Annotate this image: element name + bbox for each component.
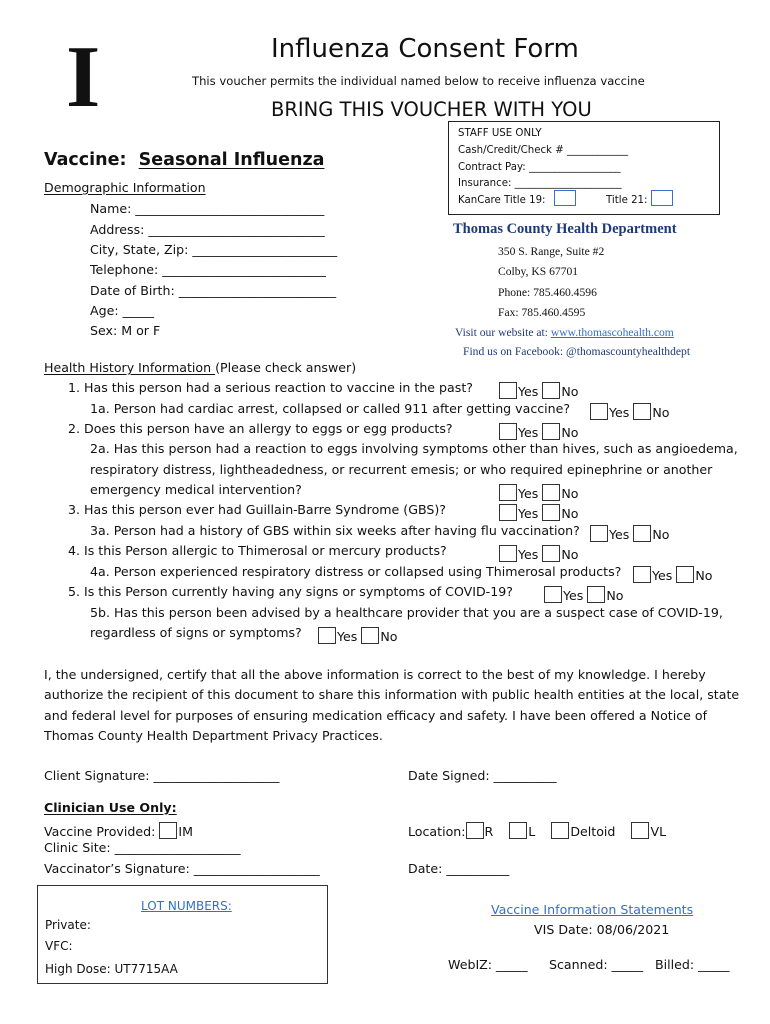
q5b-answers: [318, 627, 398, 644]
question-4: 4. Is this Person allergic to Thimerosal or mercury products?: [68, 543, 447, 558]
question-2a-line1: 2a. Has this person had a reaction to eggs involving symptoms other than hives, such as angioedema,: [90, 441, 738, 456]
location-r-label: R: [484, 824, 494, 839]
webiz-field[interactable]: WebIZ: _____: [448, 957, 528, 972]
q3-no-checkbox[interactable]: [542, 504, 560, 521]
page-subtitle: This voucher permits the individual named below to receive influenza vaccine: [192, 74, 645, 88]
location-label: Location:: [408, 824, 466, 839]
lot-high-dose[interactable]: High Dose: UT7715AA: [45, 962, 178, 976]
website-link[interactable]: www.thomascohealth.com: [550, 326, 674, 339]
dob-field[interactable]: Date of Birth: _________________________: [90, 283, 337, 298]
q3a-no-checkbox[interactable]: [633, 525, 651, 542]
bring-voucher-notice: BRING THIS VOUCHER WITH YOU: [271, 98, 592, 121]
q2-yes-checkbox[interactable]: [499, 423, 517, 440]
im-label: IM: [178, 824, 193, 839]
staff-use-box: [448, 121, 720, 215]
question-5: 5. Is this Person currently having any signs or symptoms of COVID-19?: [68, 584, 513, 599]
date-signed-field[interactable]: Date Signed: __________: [408, 768, 557, 783]
no-label: No: [380, 629, 398, 644]
location-l-checkbox[interactable]: [509, 822, 527, 839]
clinician-heading: Clinician Use Only:: [44, 800, 177, 815]
vaccine-provided-label: Vaccine Provided:: [44, 824, 156, 839]
sex-field[interactable]: Sex: M or F: [90, 323, 161, 338]
q4-no-checkbox[interactable]: [542, 545, 560, 562]
staff-cash-field[interactable]: Cash/Credit/Check # ____________: [458, 145, 629, 156]
certify-line4: Thomas County Health Department Privacy Practices.: [44, 728, 383, 743]
q3-yes-checkbox[interactable]: [499, 504, 517, 521]
yes-label: Yes: [518, 425, 539, 440]
no-label: No: [561, 547, 579, 562]
staff-heading: STAFF USE ONLY: [458, 128, 542, 139]
scanned-field[interactable]: Scanned: _____: [549, 957, 644, 972]
q4-answers: [499, 545, 579, 562]
demographic-heading: Demographic Information: [44, 180, 206, 195]
yes-label: Yes: [518, 547, 539, 562]
question-4a: 4a. Person experienced respiratory distress or collapsed using Thimerosal products?: [90, 564, 622, 579]
q4a-answers: [633, 566, 713, 583]
billed-field[interactable]: Billed: _____: [655, 957, 730, 972]
question-2a-line2: respiratory distress, lightheadedness, or recurrent emesis; or who required epinephrine or another: [90, 462, 713, 477]
yes-label: Yes: [337, 629, 358, 644]
location-vl-checkbox[interactable]: [631, 822, 649, 839]
question-3a: 3a. Person had a history of GBS within six weeks after having flu vaccination?: [90, 523, 580, 538]
logo-letter: I: [66, 29, 101, 126]
location-l-label: L: [528, 824, 536, 839]
no-label: No: [695, 568, 713, 583]
question-2a-line3: emergency medical intervention?: [90, 482, 302, 497]
q1-answers: [499, 382, 579, 399]
department-phone: Phone: 785.460.4596: [498, 286, 597, 299]
name-field[interactable]: Name: ______________________________: [90, 201, 325, 216]
q5b-yes-checkbox[interactable]: [318, 627, 336, 644]
vaccine-provided-line: [44, 822, 193, 839]
location-deltoid-label: Deltoid: [570, 824, 616, 839]
no-label: No: [561, 384, 579, 399]
telephone-field[interactable]: Telephone: __________________________: [90, 262, 326, 277]
lot-private[interactable]: Private:: [45, 918, 91, 932]
q2a-answers: [499, 484, 579, 501]
q2a-no-checkbox[interactable]: [542, 484, 560, 501]
question-1: 1. Has this person had a serious reaction to vaccine in the past?: [68, 380, 473, 395]
question-2: 2. Does this person have an allergy to eggs or egg products?: [68, 421, 453, 436]
lot-vfc[interactable]: VFC:: [45, 939, 73, 953]
clinic-site-field[interactable]: Clinic Site: ____________________: [44, 840, 241, 855]
kancare-label: KanCare Title 19:: [458, 195, 546, 206]
q5-answers: [544, 586, 624, 603]
title21-label: Title 21:: [606, 195, 648, 206]
q1-no-checkbox[interactable]: [542, 382, 560, 399]
yes-label: Yes: [518, 384, 539, 399]
certify-line2: authorize the recipient of this document to share this information with public health entities at the local, state: [44, 687, 740, 702]
vaccine-label: Vaccine:: [44, 150, 127, 170]
q2-no-checkbox[interactable]: [542, 423, 560, 440]
staff-contract-field[interactable]: Contract Pay: __________________: [458, 162, 621, 173]
department-name: Thomas County Health Department: [453, 221, 677, 237]
address-field[interactable]: Address: ____________________________: [90, 222, 325, 237]
question-5b-line2: regardless of signs or symptoms?: [90, 625, 302, 640]
q1a-yes-checkbox[interactable]: [590, 403, 608, 420]
yes-label: Yes: [652, 568, 673, 583]
client-signature-field[interactable]: Client Signature: ____________________: [44, 768, 280, 783]
health-heading-line: [44, 362, 356, 375]
yes-label: Yes: [518, 486, 539, 501]
department-fax: Fax: 785.460.4595: [498, 306, 586, 319]
health-heading: Health History Information: [44, 360, 216, 375]
q4a-yes-checkbox[interactable]: [633, 566, 651, 583]
kancare-checkbox[interactable]: [554, 190, 576, 206]
yes-label: Yes: [609, 405, 630, 420]
health-heading-note: (Please check answer): [215, 360, 357, 375]
title21-checkbox[interactable]: [651, 190, 673, 206]
location-r-checkbox[interactable]: [466, 822, 484, 839]
staff-insurance-field[interactable]: Insurance: _____________________: [458, 178, 622, 189]
website-line: [455, 327, 674, 339]
q5b-no-checkbox[interactable]: [361, 627, 379, 644]
department-street: 350 S. Range, Suite #2: [498, 245, 605, 258]
question-3: 3. Has this person ever had Guillain-Barre Syndrome (GBS)?: [68, 502, 446, 517]
yes-label: Yes: [609, 527, 630, 542]
q3a-answers: [590, 525, 670, 542]
q2a-yes-checkbox[interactable]: [499, 484, 517, 501]
no-label: No: [652, 405, 670, 420]
yes-label: Yes: [518, 506, 539, 521]
no-label: No: [561, 486, 579, 501]
location-deltoid-checkbox[interactable]: [551, 822, 569, 839]
no-label: No: [561, 506, 579, 521]
vaccine-value: Seasonal Influenza: [138, 150, 325, 170]
vis-heading-link[interactable]: Vaccine Information Statements: [491, 902, 694, 917]
certify-line3: and federal level for purposes of ensuring medication efficacy and safety. I have been offered a Notice of: [44, 708, 708, 723]
q1a-no-checkbox[interactable]: [633, 403, 651, 420]
q5-yes-checkbox[interactable]: [544, 586, 562, 603]
q2-answers: [499, 423, 579, 440]
vis-date: VIS Date: 08/06/2021: [534, 922, 670, 937]
q4-yes-checkbox[interactable]: [499, 545, 517, 562]
city-state-zip-field[interactable]: City, State, Zip: _______________________: [90, 242, 338, 257]
website-label: Visit our website at:: [455, 326, 551, 339]
question-5b-line1: 5b. Has this person been advised by a healthcare provider that you are a suspect case of COVID-19,: [90, 605, 723, 620]
clinician-date-field[interactable]: Date: __________: [408, 861, 510, 876]
no-label: No: [561, 425, 579, 440]
question-1a: 1a. Person had cardiac arrest, collapsed or called 911 after getting vaccine?: [90, 401, 571, 416]
no-label: No: [606, 588, 624, 603]
q1a-answers: [590, 403, 670, 420]
im-checkbox[interactable]: [159, 822, 177, 839]
page-title: Influenza Consent Form: [271, 34, 579, 64]
q3-answers: [499, 504, 579, 521]
yes-label: Yes: [563, 588, 584, 603]
no-label: No: [652, 527, 670, 542]
lot-numbers-box: [37, 885, 328, 984]
certify-line1: I, the undersigned, certify that all the above information is correct to the best of my knowledge. I hereby: [44, 667, 706, 682]
q3a-yes-checkbox[interactable]: [590, 525, 608, 542]
vaccine-line: [44, 152, 324, 170]
q1-yes-checkbox[interactable]: [499, 382, 517, 399]
department-city: Colby, KS 67701: [498, 265, 579, 278]
q4a-no-checkbox[interactable]: [676, 566, 694, 583]
lot-numbers-heading: LOT NUMBERS:: [141, 899, 232, 913]
vaccinator-signature-field[interactable]: Vaccinator’s Signature: ____________________: [44, 861, 320, 876]
facebook-line: Find us on Facebook: @thomascountyhealthdept: [463, 345, 691, 358]
q5-no-checkbox[interactable]: [587, 586, 605, 603]
age-field[interactable]: Age: _____: [90, 303, 155, 318]
location-line: [408, 822, 666, 839]
location-vl-label: VL: [650, 824, 667, 839]
